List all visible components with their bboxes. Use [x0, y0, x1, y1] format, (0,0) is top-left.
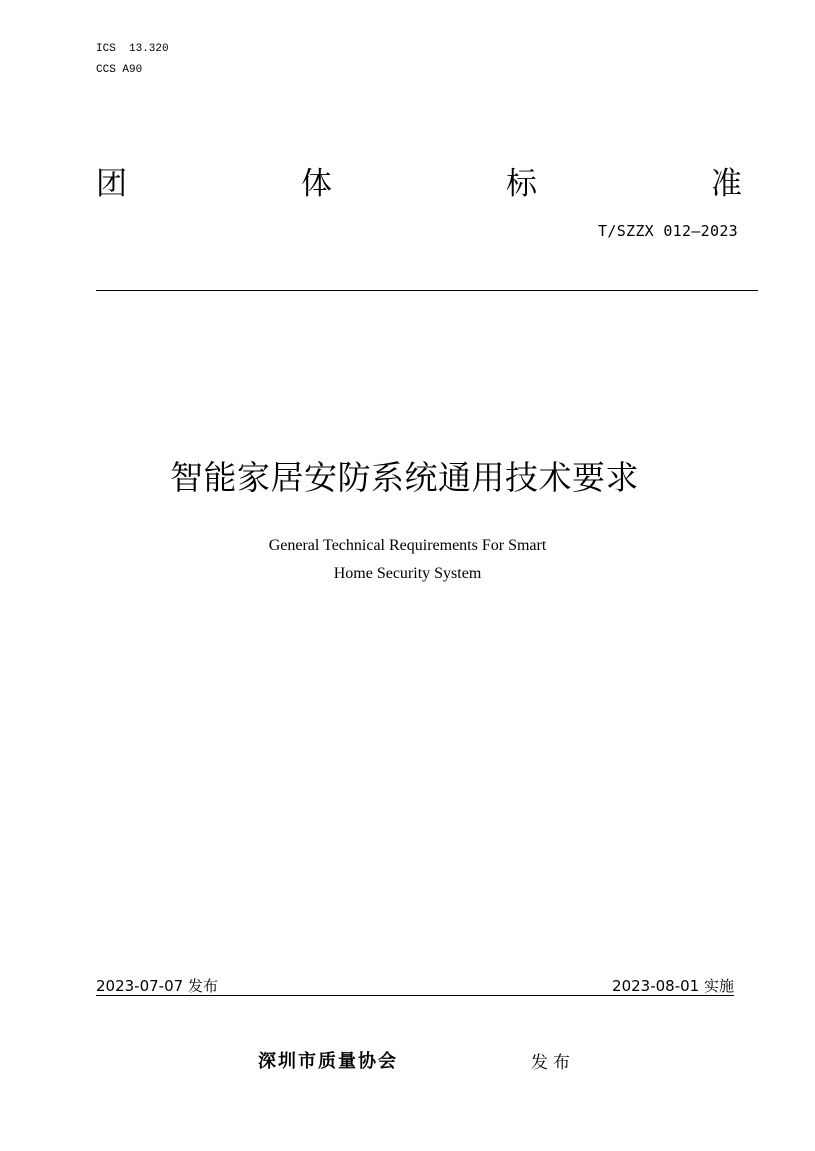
implement-date: 2023-08-01 实施 — [612, 977, 734, 995]
footer-divider — [96, 995, 734, 996]
ccs-code: CCS A90 — [96, 64, 143, 76]
ics-code: ICS 13.320 — [96, 43, 169, 55]
standard-type-char-2: 体 — [301, 165, 332, 202]
standard-type-char-3: 标 — [506, 165, 537, 202]
standard-type-heading — [96, 158, 742, 202]
document-title-english-line1: General Technical Requirements For Smart — [268, 537, 547, 554]
publish-date: 2023-07-07 发布 — [96, 977, 218, 995]
header-divider — [96, 290, 758, 291]
document-title-english-line2: Home Security System — [333, 565, 482, 582]
date-row — [96, 975, 734, 995]
issuer-name: 深圳市质量协会 — [258, 1051, 398, 1072]
issuer-block — [258, 1047, 575, 1073]
standard-number: T/SZZX 012—2023 — [598, 222, 738, 240]
standard-type-char-4: 准 — [711, 165, 742, 202]
document-title-chinese: 智能家居安防系统通用技术要求 — [170, 458, 639, 497]
standard-type-char-1: 团 — [96, 165, 127, 202]
issuer-action: 发布 — [531, 1053, 575, 1073]
